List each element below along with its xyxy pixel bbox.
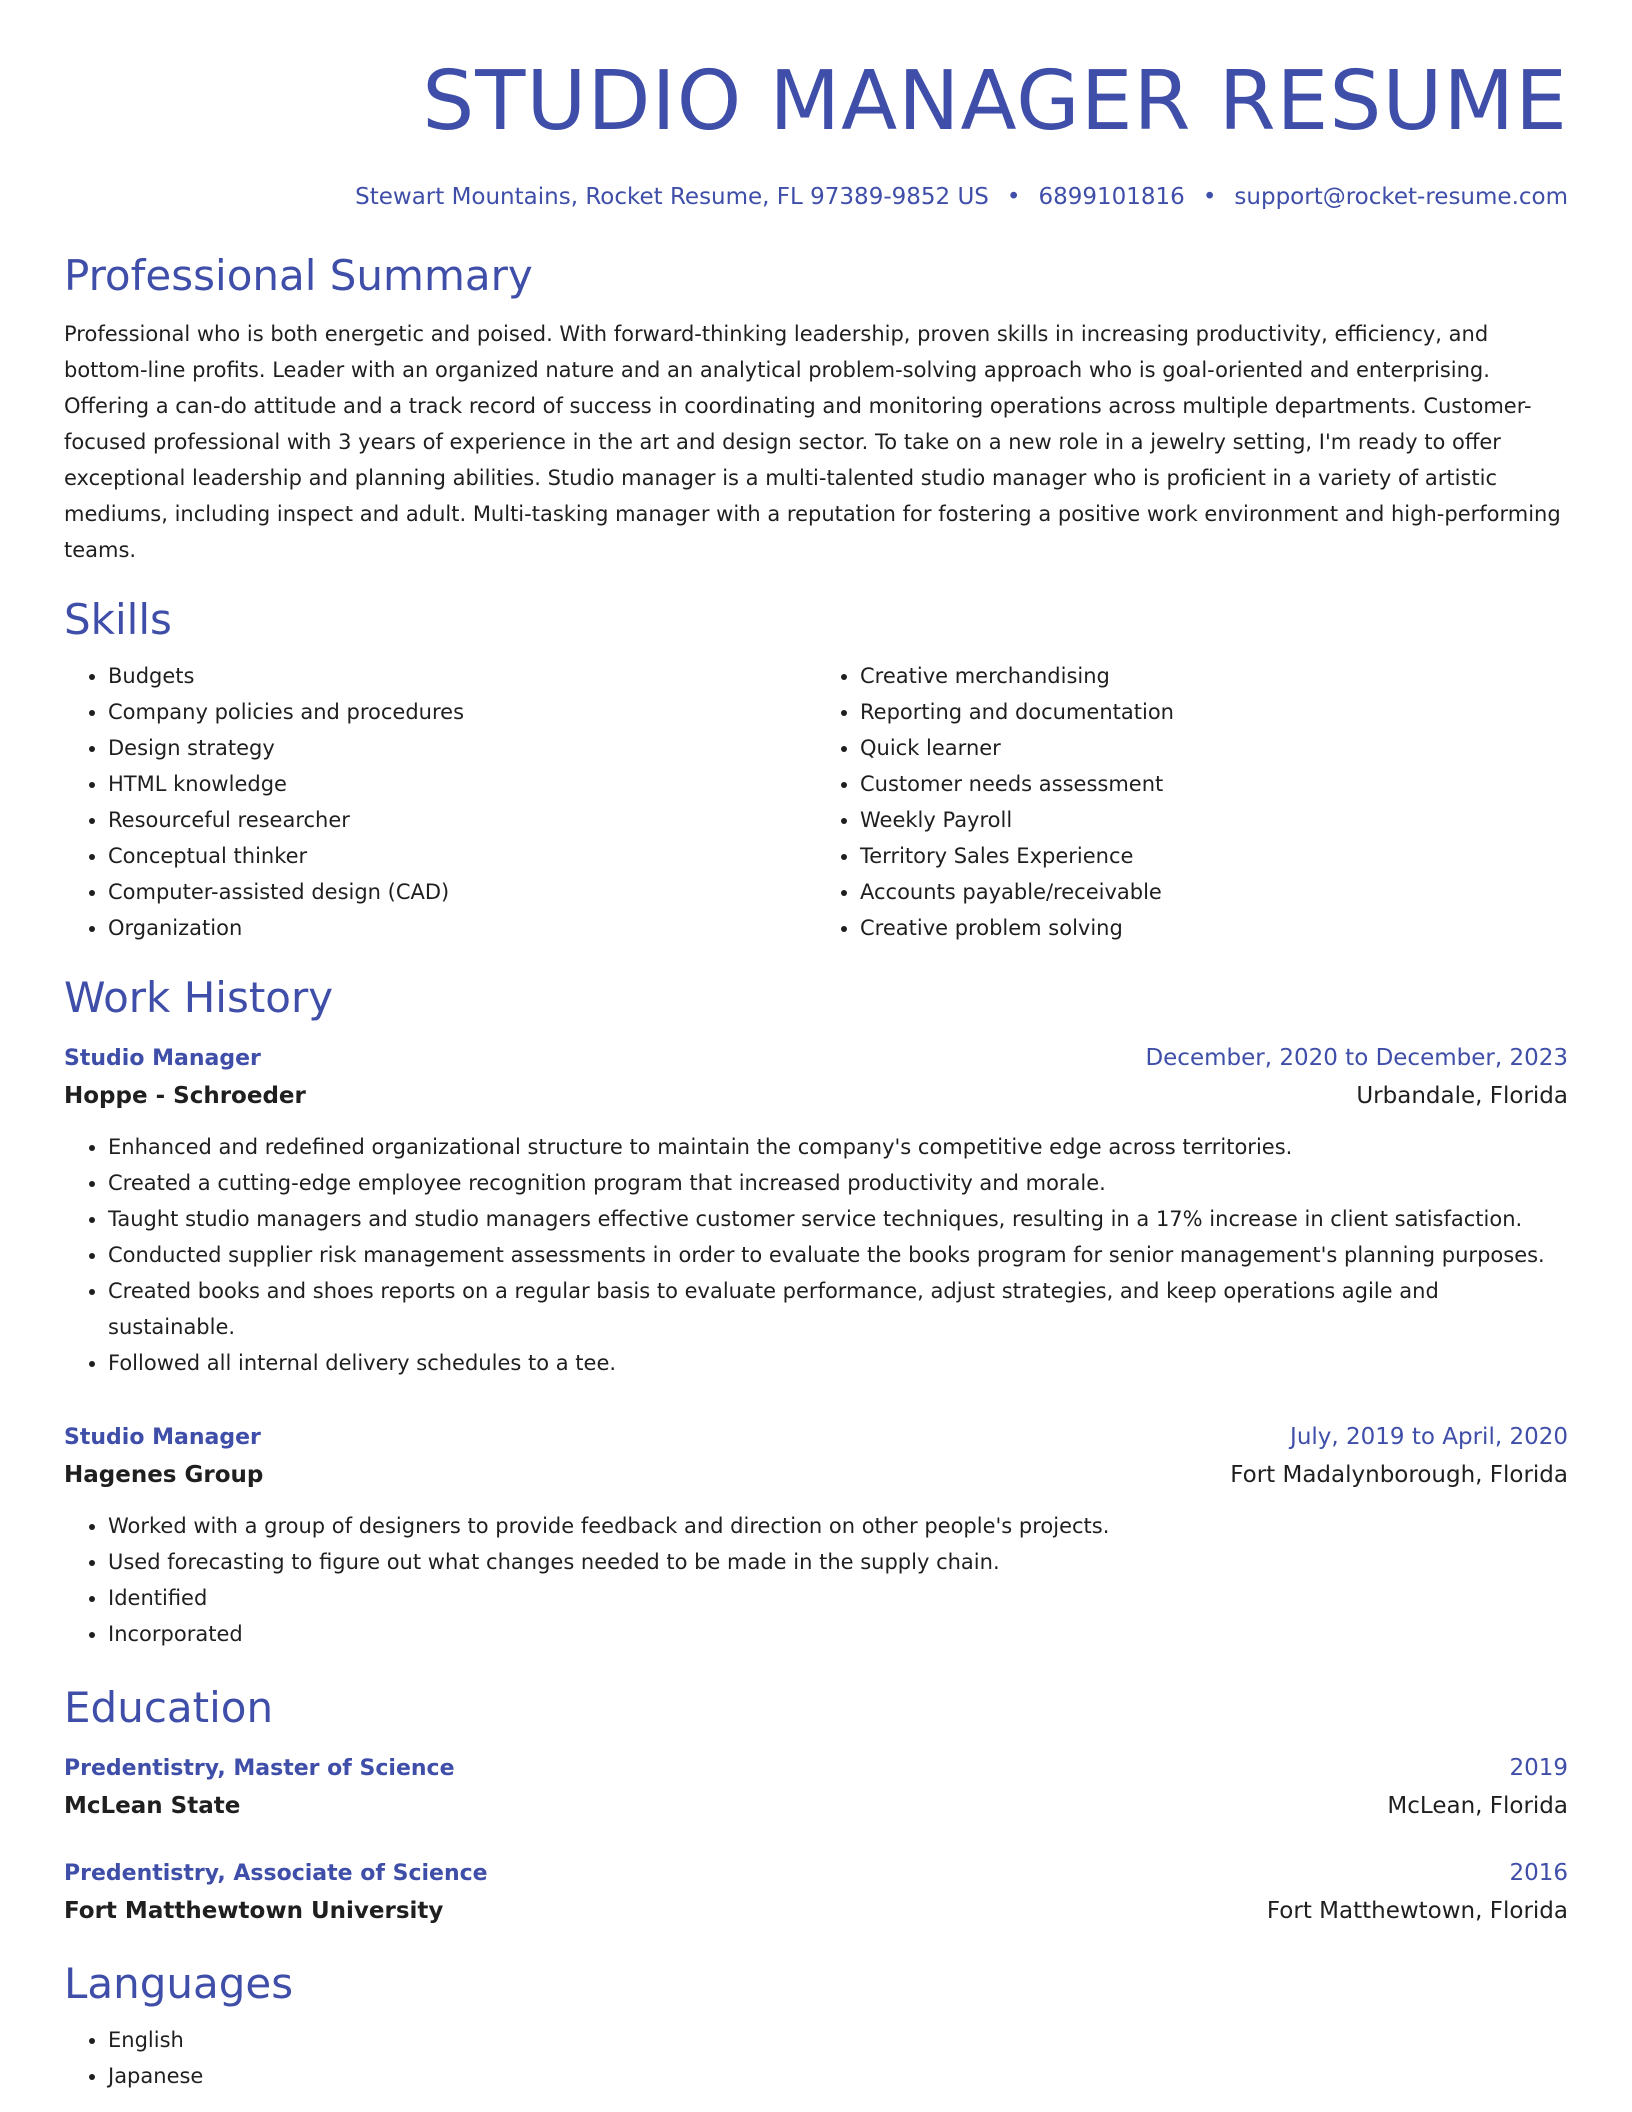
skill-item: • Accounts payable/receivable — [860, 874, 1568, 910]
contact-address: Stewart Mountains, Rocket Resume, FL 97389-9852 US — [355, 184, 989, 210]
degree-row — [64, 1855, 1568, 1892]
job-company-row — [64, 1456, 1568, 1494]
skills-columns — [64, 658, 1568, 946]
job-bullet: • Enhanced and redefined organizational structure to maintain the company's competitive edge across territories. — [108, 1129, 1568, 1165]
skill-item: • Weekly Payroll — [860, 802, 1568, 838]
job-bullets — [64, 1129, 1568, 1381]
skill-item: • Territory Sales Experience — [860, 838, 1568, 874]
skill-item: • Company policies and procedures — [108, 694, 816, 730]
skill-item: • Resourceful researcher — [108, 802, 816, 838]
job-bullet: • Used forecasting to figure out what changes needed to be made in the supply chain. — [108, 1544, 1568, 1580]
skill-item: • Computer-assisted design (CAD) — [108, 874, 816, 910]
language-item: • English — [108, 2022, 1568, 2058]
skill-item: • HTML knowledge — [108, 766, 816, 802]
job-bullet: • Created books and shoes reports on a regular basis to evaluate performance, adjust strategies, and keep operations agile and sustainable. — [108, 1273, 1568, 1345]
job-bullet: • Followed all internal delivery schedules to a tee. — [108, 1345, 1568, 1381]
job-dates: December, 2020 to December, 2023 — [1145, 1045, 1568, 1071]
degree-name: Predentistry, Associate of Science — [64, 1861, 488, 1886]
school-row — [64, 1787, 1568, 1825]
skills-heading: Skills — [64, 595, 172, 644]
resume-title: STUDIO MANAGER RESUME — [422, 54, 1568, 149]
job-bullet: • Created a cutting-edge employee recognition program that increased productivity and morale. — [108, 1165, 1568, 1201]
job-bullet: • Taught studio managers and studio managers effective customer service techniques, resulting in a 17% increase in client satisfaction. — [108, 1201, 1568, 1237]
job-entry — [64, 1419, 1568, 1652]
skill-item: • Customer needs assessment — [860, 766, 1568, 802]
job-location: Urbandale, Florida — [1356, 1083, 1568, 1109]
job-title: Studio Manager — [64, 1046, 261, 1071]
school-name: McLean State — [64, 1793, 241, 1819]
skills-list-right — [816, 658, 1568, 946]
skill-item: • Reporting and documentation — [860, 694, 1568, 730]
skill-item: • Quick learner — [860, 730, 1568, 766]
languages-list — [64, 2022, 1568, 2094]
job-location: Fort Madalynborough, Florida — [1230, 1462, 1568, 1488]
school-row — [64, 1892, 1568, 1930]
skills-list-left — [64, 658, 816, 946]
summary-text: Professional who is both energetic and poised. With forward-thinking leadership, proven skills in increasing productivity, efficiency, and bottom-line profits. Leader with an organized nature and an analytical problem-solving approach who is goal-oriented and enterprising. Offering a can-do attitude and a track record of success in coordinating and monitoring operations across multiple departments. Customer-focused professional with 3 years of experience in the art and design sector. To take on a new role in a jewelry setting, I'm ready to offer exceptional leadership and planning abilities. Studio manager is a multi-talented studio manager who is proficient in a variety of artistic mediums, including inspect and adult. Multi-tasking manager with a reputation for fostering a positive work environment and high-performing teams. — [64, 322, 1561, 562]
school-name: Fort Matthewtown University — [64, 1898, 444, 1924]
job-title-row — [64, 1040, 1568, 1077]
education-entry — [64, 1750, 1568, 1825]
skill-item: • Organization — [108, 910, 816, 946]
school-location: Fort Matthewtown, Florida — [1266, 1898, 1568, 1924]
skill-item: • Conceptual thinker — [108, 838, 816, 874]
job-entry — [64, 1040, 1568, 1381]
degree-year: 2016 — [1509, 1860, 1568, 1886]
contact-separator: • — [1202, 184, 1217, 210]
job-title: Studio Manager — [64, 1425, 261, 1450]
job-title-row — [64, 1419, 1568, 1456]
education-heading: Education — [64, 1683, 274, 1732]
school-location: McLean, Florida — [1387, 1793, 1568, 1819]
contact-phone: 6899101816 — [1038, 184, 1185, 210]
job-bullet: • Worked with a group of designers to provide feedback and direction on other people's projects. — [108, 1508, 1568, 1544]
summary-heading: Professional Summary — [64, 251, 533, 300]
job-bullets — [64, 1508, 1568, 1652]
degree-name: Predentistry, Master of Science — [64, 1756, 455, 1781]
job-company: Hagenes Group — [64, 1462, 264, 1488]
job-company: Hoppe - Schroeder — [64, 1083, 306, 1109]
degree-year: 2019 — [1509, 1755, 1568, 1781]
job-bullet: • Conducted supplier risk management assessments in order to evaluate the books program for senior management's planning purposes. — [108, 1237, 1568, 1273]
languages-heading: Languages — [64, 1959, 294, 2008]
skill-item: • Creative merchandising — [860, 658, 1568, 694]
degree-row — [64, 1750, 1568, 1787]
work-history-heading: Work History — [64, 973, 334, 1022]
skill-item: • Creative problem solving — [860, 910, 1568, 946]
skill-item: • Design strategy — [108, 730, 816, 766]
education-entry — [64, 1855, 1568, 1930]
language-item: • Japanese — [108, 2058, 1568, 2094]
contact-separator: • — [1006, 184, 1021, 210]
contact-email: support@rocket-resume.com — [1234, 184, 1568, 210]
job-company-row — [64, 1077, 1568, 1115]
contact-line — [64, 180, 1568, 214]
skill-item: • Budgets — [108, 658, 816, 694]
job-bullet: • Incorporated — [108, 1616, 1568, 1652]
job-dates: July, 2019 to April, 2020 — [1290, 1424, 1568, 1450]
job-bullet: • Identified — [108, 1580, 1568, 1616]
